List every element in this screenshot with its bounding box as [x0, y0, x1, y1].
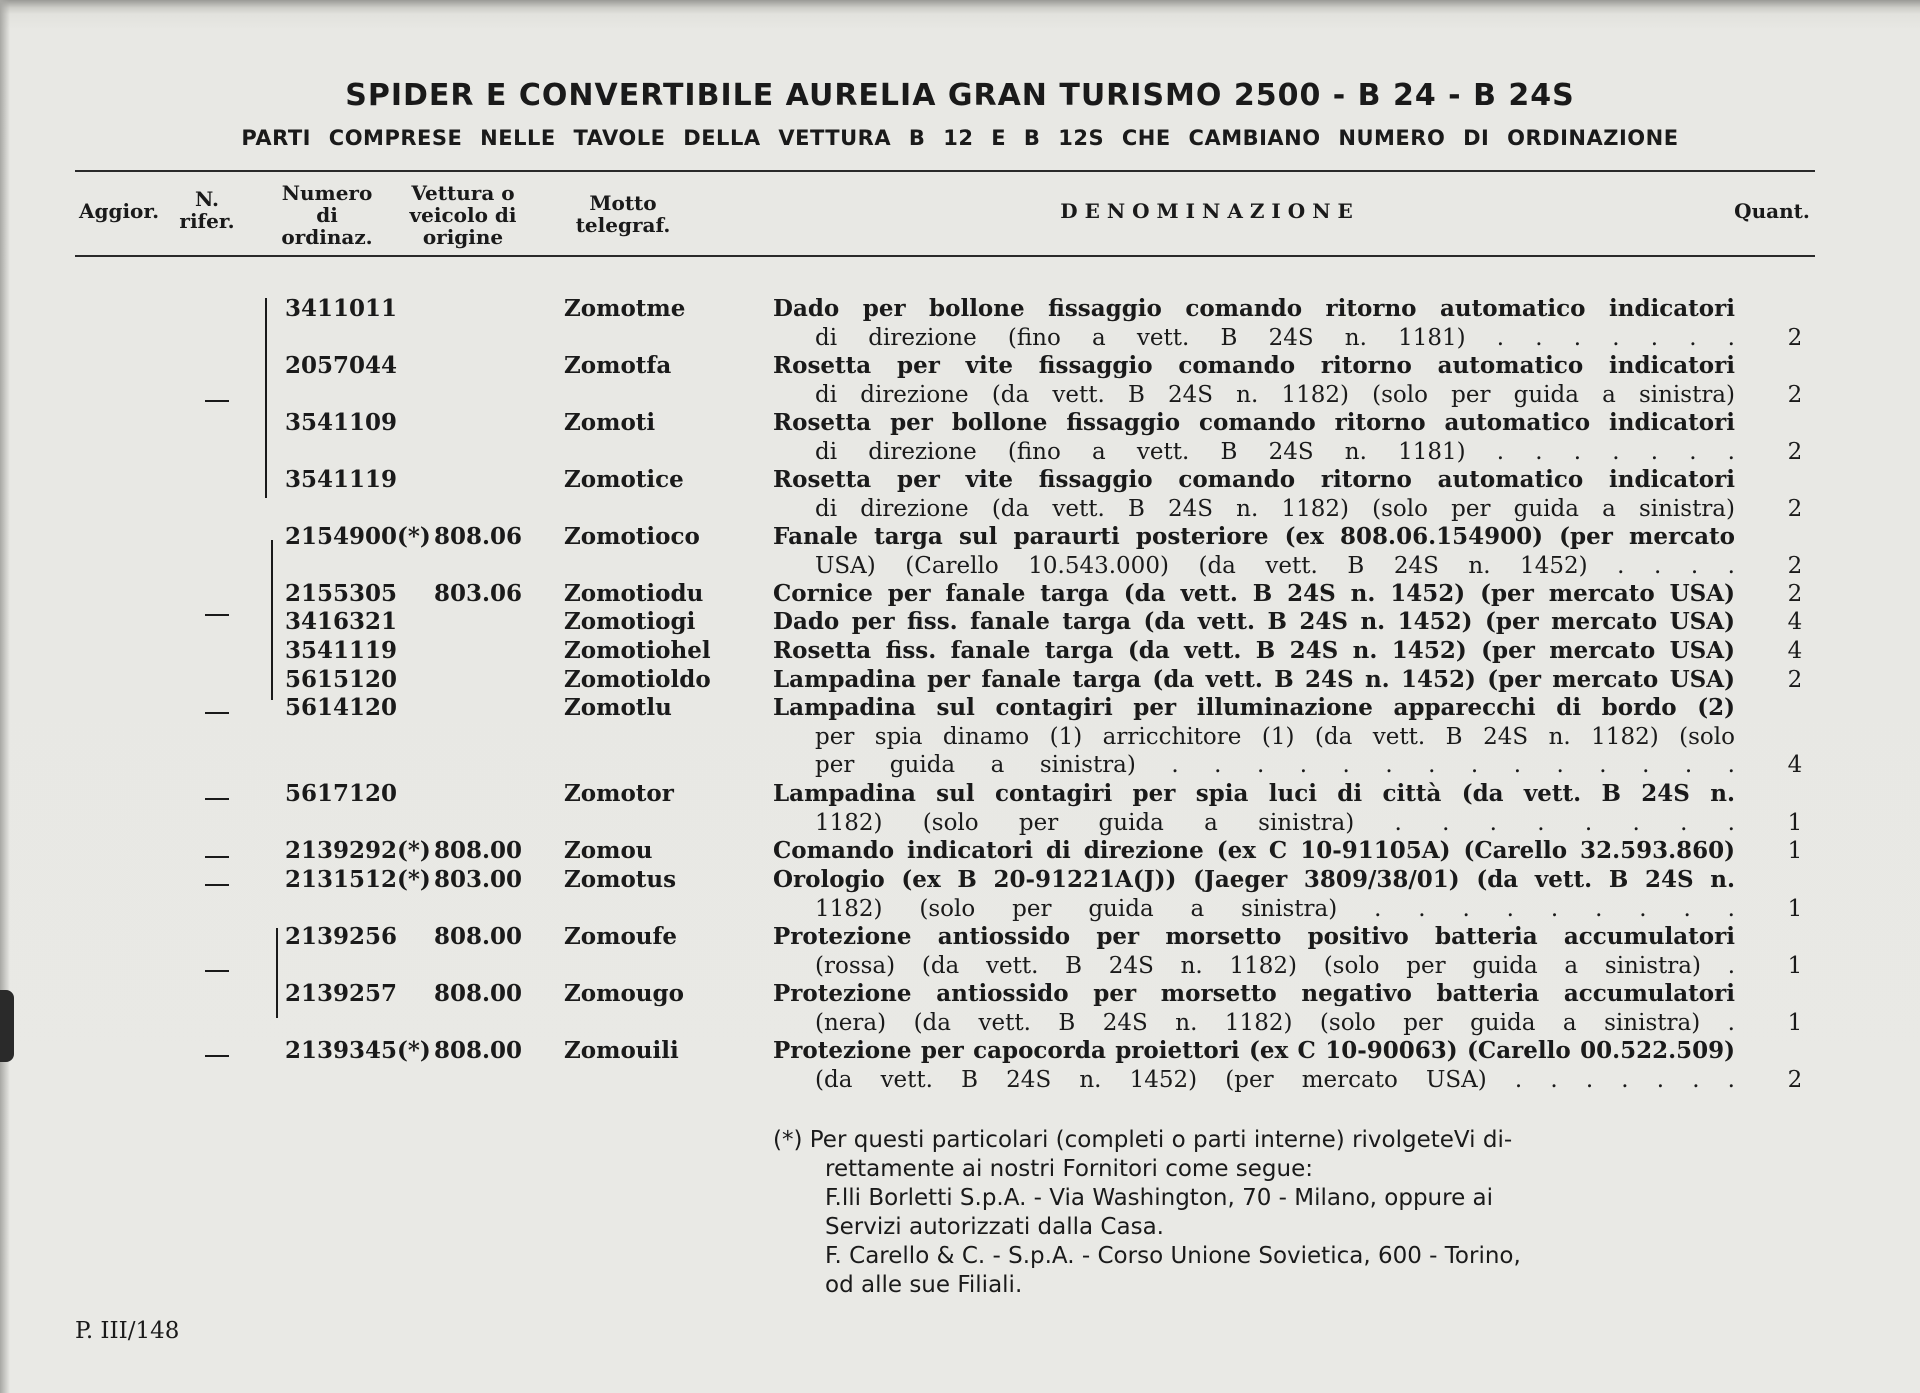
description-line: Dado per bollone fissaggio comando ritorno automatico indicatori — [773, 295, 1735, 322]
description-line: Protezione per capocorda proiettori (ex C 10-90063) (Carello 00.522.509) — [773, 1037, 1735, 1064]
row-ordinaz: 5614120 — [285, 694, 398, 721]
aggior-dash — [205, 798, 229, 800]
row-motto: Zomotme — [564, 295, 686, 322]
row-quantity: 2 — [1787, 581, 1803, 607]
row-ordinaz: 2131512(*) — [285, 866, 431, 893]
row-description — [773, 980, 1735, 1037]
row-origine: 803.06 — [434, 580, 523, 607]
description-line: Rosetta per bollone fissaggio comando ritorno automatico indicatori — [773, 409, 1735, 436]
description-line: Lampadina sul contagiri per spia luci di città (da vett. B 24S n. — [773, 780, 1735, 807]
row-quantity: 1 — [1787, 895, 1803, 922]
row-motto: Zomotlu — [564, 694, 672, 721]
footnote-line: F. Carello & C. - S.p.A. - Corso Unione Sovietica, 600 - Torino, — [825, 1243, 1521, 1269]
row-quantity: 4 — [1787, 609, 1803, 635]
group-brace — [265, 298, 283, 498]
row-quantity: 4 — [1787, 752, 1803, 778]
footnote-line: rettamente ai nostri Fornitori come segue: — [825, 1156, 1313, 1182]
description-line: per guida a sinistra) . . . . . . . . . . . . . . — [815, 752, 1735, 778]
row-quantity: 1 — [1787, 952, 1803, 979]
description-line: Dado per fiss. fanale targa (da vett. B 24S n. 1452) (per mercato USA) — [773, 608, 1735, 635]
row-description — [773, 694, 1735, 780]
description-line: 1182) (solo per guida a sinistra) . . . . . . . . . — [815, 895, 1735, 922]
row-description — [773, 866, 1735, 923]
description-line: Protezione antiossido per morsetto positivo batteria accumulatori — [773, 923, 1735, 950]
row-ordinaz: 5617120 — [285, 780, 398, 807]
description-line: Cornice per fanale targa (da vett. B 24S n. 1452) (per mercato USA) — [773, 580, 1735, 607]
page-number: P. III/148 — [75, 1318, 180, 1344]
col-motto: Motto telegraf. — [575, 191, 671, 237]
row-origine: 808.00 — [434, 837, 523, 864]
row-origine: 808.00 — [434, 1037, 523, 1064]
page-title: SPIDER E CONVERTIBILE AURELIA GRAN TURISMO 2500 - B 24 - B 24S — [345, 78, 1575, 113]
row-quantity: 2 — [1787, 552, 1803, 579]
row-description — [773, 780, 1735, 837]
row-description — [773, 352, 1735, 409]
col-denominazione: DENOMINAZIONE — [1060, 199, 1360, 223]
aggior-dash — [205, 400, 229, 402]
row-description — [773, 837, 1735, 866]
group-brace — [271, 540, 289, 700]
description-line: Comando indicatori di direzione (ex C 10-91105A) (Carello 32.593.860) — [773, 837, 1735, 864]
description-line: di direzione (da vett. B 24S n. 1182) (solo per guida a sinistra) — [815, 495, 1735, 522]
row-ordinaz: 2154900(*) — [285, 523, 431, 550]
row-description — [773, 580, 1735, 609]
description-line: di direzione (fino a vett. B 24S n. 1181) . . . . . . . — [815, 438, 1735, 465]
row-ordinaz: 2057044 — [285, 352, 398, 379]
row-motto: Zomotioco — [564, 523, 700, 550]
header-top-rule — [75, 170, 1815, 172]
footnote-line: F.lli Borletti S.p.A. - Via Washington, 70 - Milano, oppure ai — [825, 1185, 1494, 1211]
col-quant: Quant. — [1734, 199, 1810, 223]
aggior-dash — [205, 1055, 229, 1057]
row-description — [773, 666, 1735, 695]
row-description — [773, 409, 1735, 466]
row-ordinaz: 3416321 — [285, 608, 398, 635]
row-description — [773, 523, 1735, 580]
row-ordinaz: 3541109 — [285, 409, 398, 436]
description-line: Protezione antiossido per morsetto negativo batteria accumulatori — [773, 980, 1735, 1007]
col-vettura: Vettura o veicolo di origine — [409, 181, 517, 249]
row-ordinaz: 3541119 — [285, 637, 398, 664]
page-subtitle: PARTI COMPRESE NELLE TAVOLE DELLA VETTURA B 12 E B 12S CHE CAMBIANO NUMERO DI ORDINAZIONE — [241, 126, 1679, 150]
aggior-dash — [205, 884, 229, 886]
aggior-dash — [205, 614, 229, 616]
binder-hole — [0, 990, 14, 1062]
description-line: (da vett. B 24S n. 1452) (per mercato USA) . . . . . . . — [815, 1066, 1735, 1093]
row-motto: Zomotioldo — [564, 666, 711, 693]
row-motto: Zomotiodu — [564, 580, 704, 607]
row-quantity: 2 — [1787, 438, 1803, 465]
description-line: Rosetta per vite fissaggio comando ritorno automatico indicatori — [773, 352, 1735, 379]
footnote-line: od alle sue Filiali. — [825, 1272, 1023, 1298]
row-description — [773, 923, 1735, 980]
row-quantity: 2 — [1787, 495, 1803, 522]
row-motto: Zomotice — [564, 466, 684, 493]
row-description — [773, 466, 1735, 523]
row-motto: Zomouili — [564, 1037, 679, 1064]
row-motto: Zomotus — [564, 866, 677, 893]
row-description — [773, 637, 1735, 666]
row-ordinaz: 2155305 — [285, 580, 398, 607]
description-line: Fanale targa sul paraurti posteriore (ex 808.06.154900) (per mercato — [773, 523, 1735, 550]
row-quantity: 4 — [1787, 638, 1803, 664]
col-nrifer: N. rifer. — [179, 187, 235, 233]
aggior-dash — [205, 712, 229, 714]
row-ordinaz: 2139292(*) — [285, 837, 431, 864]
description-line: Rosetta fiss. fanale targa (da vett. B 24S n. 1452) (per mercato USA) — [773, 637, 1735, 664]
row-ordinaz: 3541119 — [285, 466, 398, 493]
description-line: di direzione (fino a vett. B 24S n. 1181) . . . . . . . — [815, 324, 1735, 351]
row-origine: 808.00 — [434, 980, 523, 1007]
row-quantity: 2 — [1787, 667, 1803, 693]
row-origine: 803.00 — [434, 866, 523, 893]
footnote-line: Servizi autorizzati dalla Casa. — [825, 1214, 1164, 1240]
description-line: Orologio (ex B 20-91221A(J)) (Jaeger 3809/38/01) (da vett. B 24S n. — [773, 866, 1735, 893]
row-ordinaz: 2139345(*) — [285, 1037, 431, 1064]
description-line: Lampadina sul contagiri per illuminazione apparecchi di bordo (2) — [773, 694, 1735, 721]
row-motto: Zomoufe — [564, 923, 678, 950]
row-motto: Zomou — [564, 837, 653, 864]
row-ordinaz: 3411011 — [285, 295, 398, 322]
col-aggior: Aggior. — [78, 199, 160, 223]
description-line: Rosetta per vite fissaggio comando ritorno automatico indicatori — [773, 466, 1735, 493]
row-quantity: 1 — [1787, 809, 1803, 836]
aggior-dash — [205, 970, 229, 972]
row-quantity: 2 — [1787, 381, 1803, 408]
description-line: USA) (Carello 10.543.000) (da vett. B 24S n. 1452) . . . . — [815, 552, 1735, 579]
row-quantity: 2 — [1787, 324, 1803, 351]
row-motto: Zomoti — [564, 409, 656, 436]
description-line: di direzione (da vett. B 24S n. 1182) (solo per guida a sinistra) — [815, 381, 1735, 408]
row-quantity: 1 — [1787, 838, 1803, 864]
col-numero: Numero di ordinaz. — [281, 181, 373, 249]
scan-left-edge — [0, 0, 10, 1393]
footnote-line: (*) Per questi particolari (completi o parti interne) rivolgeteVi di- — [773, 1127, 1513, 1153]
row-motto: Zomotor — [564, 780, 674, 807]
row-description — [773, 608, 1735, 637]
row-motto: Zomougo — [564, 980, 684, 1007]
row-origine: 808.06 — [434, 523, 523, 550]
row-description — [773, 1037, 1735, 1094]
footnote — [773, 1126, 1735, 1300]
group-brace — [276, 928, 294, 1018]
description-line: (nera) (da vett. B 24S n. 1182) (solo per guida a sinistra) . — [815, 1009, 1735, 1036]
description-line: 1182) (solo per guida a sinistra) . . . . . . . . — [815, 809, 1735, 836]
description-line: (rossa) (da vett. B 24S n. 1182) (solo per guida a sinistra) . — [815, 952, 1735, 979]
scan-top-edge — [0, 0, 1920, 14]
row-quantity: 1 — [1787, 1009, 1803, 1036]
row-ordinaz: 5615120 — [285, 666, 398, 693]
row-quantity: 2 — [1787, 1066, 1803, 1093]
row-ordinaz: 2139257 — [285, 980, 398, 1007]
row-origine: 808.00 — [434, 923, 523, 950]
row-description — [773, 295, 1735, 352]
aggior-dash — [205, 856, 229, 858]
row-motto: Zomotfa — [564, 352, 672, 379]
row-motto: Zomotiohel — [564, 637, 711, 664]
header-bottom-rule — [75, 255, 1815, 257]
description-line: per spia dinamo (1) arricchitore (1) (da vett. B 24S n. 1182) (solo — [815, 723, 1735, 750]
description-line: Lampadina per fanale targa (da vett. B 24S n. 1452) (per mercato USA) — [773, 666, 1735, 693]
row-ordinaz: 2139256 — [285, 923, 398, 950]
row-motto: Zomotiogi — [564, 608, 696, 635]
